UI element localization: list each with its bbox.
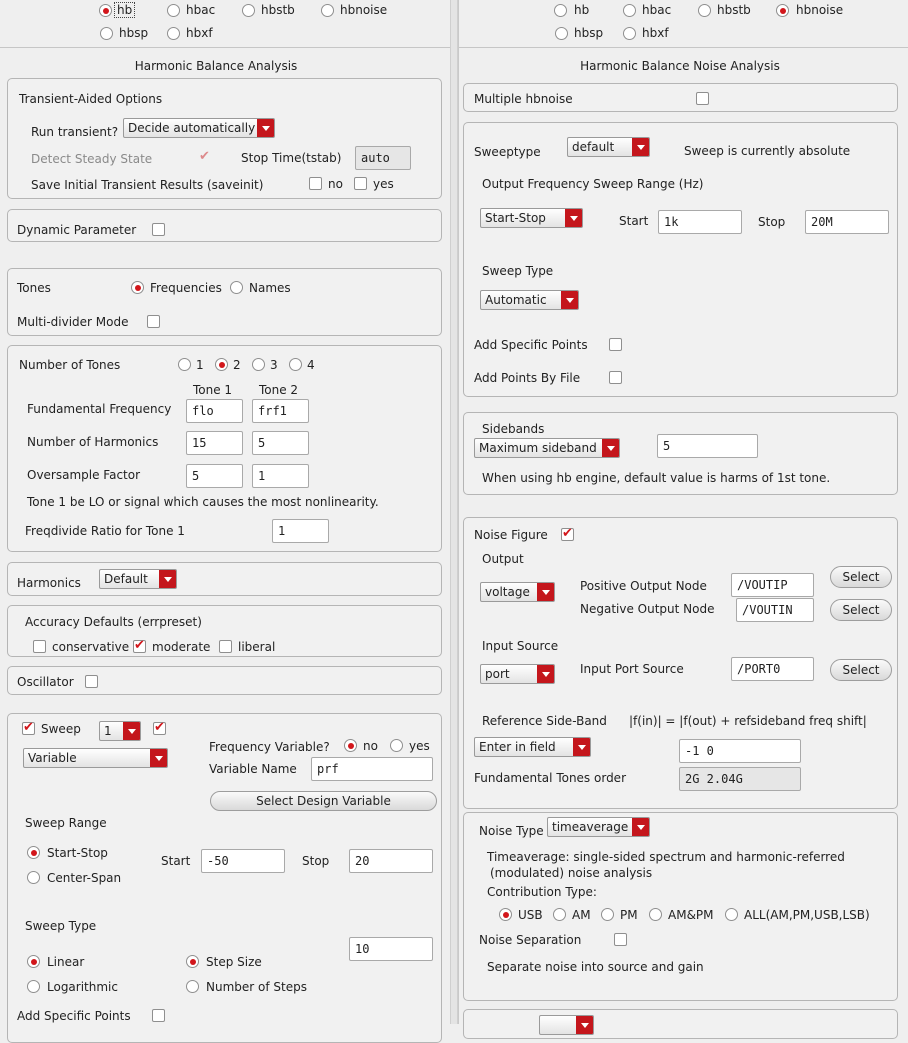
accuracy-title: Accuracy Defaults (errpreset): [25, 615, 202, 629]
radio-hbxf[interactable]: [623, 27, 636, 40]
noise-type-label: Noise Type: [479, 824, 544, 838]
radio-hb[interactable]: [554, 4, 567, 17]
section-title: Harmonic Balance Noise Analysis: [580, 59, 780, 73]
positive-output-node-label: Positive Output Node: [580, 579, 707, 593]
tones-count-3-label: 3: [270, 358, 278, 372]
accuracy-moderate-label: moderate: [152, 640, 211, 654]
logarithmic-label: Logarithmic: [47, 980, 118, 994]
multiple-hbnoise-label: Multiple hbnoise: [474, 92, 573, 106]
saveinit-no-label: no: [328, 177, 343, 191]
input-source-title: Input Source: [482, 639, 559, 653]
multiple-hbnoise-checkbox[interactable]: [696, 92, 709, 105]
fundamental-frequency-tone2-field[interactable]: frf1: [252, 399, 309, 423]
harmonics-combo[interactable]: [99, 569, 177, 589]
contribution-all-label: ALL(AM,PM,USB,LSB): [744, 908, 870, 922]
noise-type-value: timeaverage: [552, 820, 629, 834]
noise-sweep-type-title: Sweep Type: [482, 264, 554, 278]
tone2-header: Tone 2: [259, 383, 299, 397]
tones-names-label: Names: [249, 281, 291, 295]
frequency-variable-yes-label: yes: [409, 739, 430, 753]
negative-output-node-label: Negative Output Node: [580, 602, 715, 616]
positive-output-node-field[interactable]: /VOUTIP: [731, 573, 814, 597]
add-specific-points-label: Add Specific Points: [474, 338, 588, 352]
run-transient-label: Run transient?: [31, 125, 119, 139]
fundamental-tones-order-label: Fundamental Tones order: [474, 771, 626, 785]
output-frequency-range-title: Output Frequency Sweep Range (Hz): [482, 177, 704, 191]
noise-sweep-type-combo[interactable]: [480, 290, 579, 310]
run-transient-value: Decide automatically: [128, 121, 256, 135]
sidebands-mode-value: Maximum sideband: [479, 441, 597, 455]
contribution-usb-radio[interactable]: [499, 908, 512, 921]
noise-stop-label: Stop: [758, 215, 786, 229]
noise-figure-label: Noise Figure: [474, 528, 548, 542]
dynamic-parameter-checkbox[interactable]: [152, 223, 165, 236]
output-type-combo[interactable]: [480, 582, 555, 602]
noise-start-field[interactable]: 1k: [658, 210, 742, 234]
fundamental-tones-order-field: 2G 2.04G: [679, 767, 801, 791]
harmonics-label: Harmonics: [17, 576, 81, 590]
sweeptype-value: default: [572, 140, 615, 154]
oversample-tone1-field[interactable]: 5: [186, 464, 243, 488]
chevron-down-icon: [576, 1015, 594, 1035]
range-mode-value: Start-Stop: [485, 211, 546, 225]
sweep-checkbox[interactable]: [22, 722, 35, 735]
sidebands-title: Sidebands: [482, 422, 545, 436]
detect-steady-state-label: Detect Steady State: [31, 152, 153, 166]
reference-sideband-formula: |f(in)| = |f(out) + refsideband freq shift|: [629, 714, 867, 728]
center-span-label: Center-Span: [47, 871, 122, 885]
radio-hbxf-label: hbxf: [186, 26, 213, 40]
sweep-start-label: Start: [161, 854, 191, 868]
chevron-down-icon: [561, 290, 579, 310]
reference-sideband-label: Reference Side-Band: [482, 714, 607, 728]
noise-type-description-line1: Timeaverage: single-sided spectrum and harmonic-referred: [487, 850, 845, 864]
frequency-variable-label: Frequency Variable?: [209, 740, 330, 754]
radio-hbsp[interactable]: [555, 27, 568, 40]
chevron-down-icon: [602, 438, 620, 458]
contribution-pm-radio[interactable]: [601, 908, 614, 921]
fundamental-frequency-tone1-field[interactable]: flo: [186, 399, 243, 423]
noise-separation-label: Noise Separation: [479, 933, 582, 947]
tones-names-radio[interactable]: [230, 281, 243, 294]
linear-label: Linear: [47, 955, 85, 969]
oscillator-checkbox[interactable]: [85, 675, 98, 688]
freqdivide-label: Freqdivide Ratio for Tone 1: [25, 524, 185, 538]
section-title: Harmonic Balance Analysis: [134, 59, 298, 73]
radio-hbxf-label: hbxf: [642, 26, 669, 40]
add-points-by-file-checkbox[interactable]: [609, 371, 622, 384]
reference-sideband-value: Enter in field: [479, 740, 556, 754]
oversample-tone2-field[interactable]: 1: [252, 464, 309, 488]
radio-hbac-label: hbac: [186, 3, 216, 17]
contribution-type-label: Contribution Type:: [487, 885, 597, 899]
noise-sweep-type-value: Automatic: [485, 293, 547, 307]
hb-analysis-panel: [0, 0, 450, 1024]
separator: [459, 47, 908, 48]
chevron-down-icon: [537, 664, 555, 684]
sidebands-value-field[interactable]: 5: [657, 434, 758, 458]
noise-figure-checkbox[interactable]: [561, 528, 574, 541]
radio-hbnoise-label: hbnoise: [796, 3, 844, 17]
panel-divider[interactable]: [450, 0, 458, 1024]
dynamic-parameter-label: Dynamic Parameter: [17, 223, 137, 237]
harmonics-value: Default: [104, 572, 148, 586]
saveinit-no-checkbox[interactable]: [309, 177, 322, 190]
radio-hbsp[interactable]: [100, 27, 113, 40]
accuracy-liberal-checkbox[interactable]: [219, 640, 232, 653]
contribution-all-radio[interactable]: [725, 908, 738, 921]
input-source-combo[interactable]: [480, 664, 555, 684]
separator: [0, 47, 450, 48]
number-of-tones-label: Number of Tones: [19, 358, 121, 372]
frequency-variable-no-label: no: [363, 739, 378, 753]
freqdivide-field[interactable]: 1: [272, 519, 329, 543]
select-input-port-button[interactable]: Select: [830, 659, 892, 681]
reference-sideband-combo[interactable]: [474, 737, 591, 757]
output-title: Output: [482, 552, 524, 566]
radio-hbsp-label: hbsp: [119, 26, 149, 40]
sweep-count-combo[interactable]: [99, 721, 141, 741]
radio-hbsp-label: hbsp: [574, 26, 604, 40]
next-group: [463, 1009, 898, 1039]
tones-count-1-label: 1: [196, 358, 204, 372]
radio-hbnoise[interactable]: [776, 4, 789, 17]
harmonics-tone1-field[interactable]: 15: [186, 431, 243, 455]
multidivider-checkbox[interactable]: [147, 315, 160, 328]
input-port-source-label: Input Port Source: [580, 662, 684, 676]
tones-count-2-label: 2: [233, 358, 241, 372]
contribution-ampm-radio[interactable]: [649, 908, 662, 921]
tones-count-2-radio[interactable]: [215, 358, 228, 371]
transient-options-title: Transient-Aided Options: [19, 92, 163, 106]
radio-hb[interactable]: [99, 4, 112, 17]
radio-hb-label: hb: [574, 3, 590, 17]
noise-type-description-line2: (modulated) noise analysis: [490, 866, 653, 880]
input-port-source-field[interactable]: /PORT0: [731, 657, 814, 681]
chevron-down-icon: [150, 748, 168, 768]
fundamental-frequency-label: Fundamental Frequency: [27, 402, 172, 416]
sweep-start-field[interactable]: -50: [201, 849, 285, 873]
tones-count-4-radio[interactable]: [289, 358, 302, 371]
add-points-by-file-label: Add Points By File: [474, 371, 581, 385]
noise-start-label: Start: [619, 214, 649, 228]
tones-count-1-radio[interactable]: [178, 358, 191, 371]
number-of-steps-label: Number of Steps: [206, 980, 307, 994]
sweep-enable-checkbox[interactable]: [153, 722, 166, 735]
sweep-type-title: Sweep Type: [25, 919, 97, 933]
logarithmic-radio[interactable]: [27, 980, 40, 993]
sweep-stop-field[interactable]: 20: [349, 849, 433, 873]
sweeptype-label: Sweeptype: [474, 145, 541, 159]
start-stop-label: Start-Stop: [47, 846, 108, 860]
saveinit-yes-checkbox[interactable]: [354, 177, 367, 190]
tones-frequencies-label: Frequencies: [150, 281, 222, 295]
chevron-down-icon: [632, 137, 650, 157]
accuracy-conservative-label: conservative: [52, 640, 130, 654]
sidebands-mode-combo[interactable]: [474, 438, 620, 458]
saveinit-yes-label: yes: [373, 177, 394, 191]
sweep-count-value: 1: [104, 724, 112, 738]
contribution-usb-label: USB: [518, 908, 543, 922]
variable-name-field[interactable]: prf: [311, 757, 433, 781]
add-specific-points-label: Add Specific Points: [17, 1009, 131, 1023]
sweeptype-combo[interactable]: [567, 137, 650, 157]
multidivider-label: Multi-divider Mode: [17, 315, 129, 329]
radio-hbstb-label: hbstb: [717, 3, 751, 17]
noise-sweep-group: [463, 122, 898, 397]
chevron-down-icon: [537, 582, 555, 602]
chevron-down-icon: [573, 737, 591, 757]
tone-note: Tone 1 be LO or signal which causes the most nonlinearity.: [27, 495, 379, 509]
contribution-ampm-label: AM&PM: [668, 908, 714, 922]
radio-hbac-label: hbac: [642, 3, 672, 17]
oversample-factor-label: Oversample Factor: [27, 468, 141, 482]
noise-separation-note: Separate noise into source and gain: [487, 960, 704, 974]
step-size-label: Step Size: [206, 955, 262, 969]
hbnoise-analysis-panel: [458, 0, 908, 1024]
tones-frequencies-radio[interactable]: [131, 281, 144, 294]
run-transient-combo[interactable]: [123, 118, 275, 138]
tones-count-3-radio[interactable]: [252, 358, 265, 371]
sweep-label: Sweep: [41, 722, 81, 736]
contribution-am-label: AM: [572, 908, 591, 922]
sidebands-note: When using hb engine, default value is harms of 1st tone.: [482, 471, 831, 485]
stop-time-field[interactable]: auto: [355, 146, 411, 170]
chevron-down-icon: [565, 208, 583, 228]
chevron-down-icon: [159, 569, 177, 589]
add-specific-points-checkbox[interactable]: [609, 338, 622, 351]
radio-hbstb-label: hbstb: [261, 3, 295, 17]
range-mode-combo[interactable]: [480, 208, 583, 228]
noise-type-combo[interactable]: [547, 817, 650, 837]
reference-sideband-field[interactable]: -1 0: [679, 739, 801, 763]
stop-time-label: Stop Time(tstab): [241, 151, 342, 165]
contribution-pm-label: PM: [620, 908, 638, 922]
input-source-value: port: [485, 667, 510, 681]
tones-count-4-label: 4: [307, 358, 315, 372]
radio-hbstb[interactable]: [242, 4, 255, 17]
sweep-mode-value: Variable: [28, 751, 77, 765]
radio-hbxf[interactable]: [167, 27, 180, 40]
accuracy-conservative-checkbox[interactable]: [33, 640, 46, 653]
next-group-combo[interactable]: [539, 1015, 594, 1035]
contribution-am-radio[interactable]: [553, 908, 566, 921]
step-size-field[interactable]: 10: [349, 937, 433, 961]
step-size-radio[interactable]: [186, 955, 199, 968]
frequency-variable-no-radio[interactable]: [344, 739, 357, 752]
oscillator-label: Oscillator: [17, 675, 74, 689]
start-stop-radio[interactable]: [27, 846, 40, 859]
radio-hbnoise-label: hbnoise: [340, 3, 388, 17]
chevron-down-icon: [123, 721, 141, 741]
frequency-variable-yes-radio[interactable]: [390, 739, 403, 752]
noise-stop-field[interactable]: 20M: [805, 210, 889, 234]
sweep-mode-combo[interactable]: [23, 748, 168, 768]
tones-label: Tones: [17, 281, 51, 295]
radio-hbac[interactable]: [623, 4, 636, 17]
detect-steady-state-checkbox[interactable]: [198, 151, 211, 164]
accuracy-liberal-label: liberal: [238, 640, 276, 654]
radio-hbnoise[interactable]: [321, 4, 334, 17]
sweep-absolute-note: Sweep is currently absolute: [684, 144, 851, 158]
output-type-value: voltage: [485, 585, 530, 599]
harmonics-tone2-field[interactable]: 5: [252, 431, 309, 455]
noise-separation-checkbox[interactable]: [614, 933, 627, 946]
radio-hbac[interactable]: [167, 4, 180, 17]
sweep-stop-label: Stop: [302, 854, 330, 868]
accuracy-moderate-checkbox[interactable]: [133, 640, 146, 653]
chevron-down-icon: [632, 817, 650, 837]
sweep-range-title: Sweep Range: [25, 816, 107, 830]
number-of-steps-radio[interactable]: [186, 980, 199, 993]
select-positive-node-button[interactable]: Select: [830, 566, 892, 588]
chevron-down-icon: [257, 118, 275, 138]
negative-output-node-field[interactable]: /VOUTIN: [736, 598, 814, 622]
saveinit-label: Save Initial Transient Results (saveinit): [31, 178, 264, 192]
center-span-radio[interactable]: [27, 871, 40, 884]
radio-hb-label: hb: [117, 3, 133, 17]
add-specific-points-checkbox[interactable]: [152, 1009, 165, 1022]
select-negative-node-button[interactable]: Select: [830, 599, 892, 621]
radio-hbstb[interactable]: [698, 4, 711, 17]
tone1-header: Tone 1: [193, 383, 233, 397]
number-of-harmonics-label: Number of Harmonics: [27, 435, 159, 449]
variable-name-label: Variable Name: [209, 762, 297, 776]
linear-radio[interactable]: [27, 955, 40, 968]
select-design-variable-button[interactable]: Select Design Variable: [210, 791, 437, 811]
